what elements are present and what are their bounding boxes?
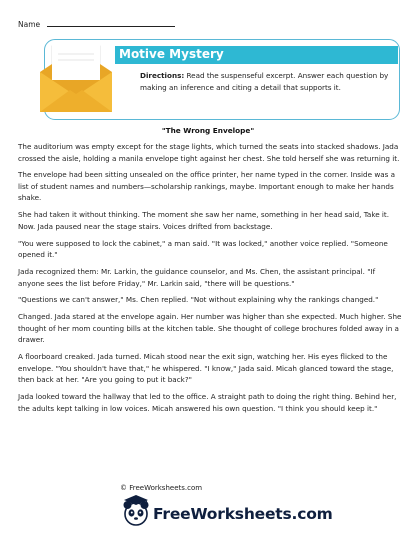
name-blank-line [47,20,175,27]
footer-copyright: © FreeWorksheets.com [120,484,203,492]
story-excerpt [18,141,402,420]
story-title: "The Wrong Envelope" [161,126,255,135]
footer-brand: FreeWorksheets.com [153,505,333,523]
story-paragraph: She had taken it without thinking. The moment she saw her name, something in her head said, Take it. Now. Jada paused near the stage stairs. Voices drifted from backstage. [18,210,390,231]
story-paragraph: The envelope had been sitting unsealed on the office printer, her name typed in the corner. Inside was a list of student names and numbers—scholarship rankings, maybe. Important enough to make her hands shake. [18,170,396,203]
directions-label: Directions: [140,71,185,80]
name-label: Name [18,20,41,29]
story-paragraph: The auditorium was empty except for the stage lights, which turned the seats into stacked shadows. Jada crossed the aisle, holding a manila envelope tight against her chest. She told herself she was returning it. [18,142,400,163]
envelope-icon [34,34,118,118]
directions-text: Read the suspenseful excerpt. Answer each question by making an inference and citing a detail that supports it. [140,71,389,92]
story-paragraph: "Questions we can't answer," Ms. Chen replied. "Not without explaining why the rankings changed." [18,295,379,305]
story-paragraph: Jada recognized them: Mr. Larkin, the guidance counselor, and Ms. Chen, the assistant principal. "If anyone sees the list before Friday," Mr. Larkin said, "there will be questions." [18,267,376,288]
story-paragraph: Jada looked toward the hallway that led to the office. A straight path to doing the right thing. Behind her, the adults kept talking in low voices. Micah answered his own question. "I think you should keep it." [18,392,397,413]
story-paragraph: "You were supposed to lock the cabinet," a man said. "It was locked," another voice replied. "Someone opened it." [18,238,388,260]
story-paragraph: A floorboard creaked. Jada turned. Micah stood near the exit sign, watching her. His eyes flicked to the envelope. "You shouldn't have that," he whispered. "I know," Jada said. Micah glanced toward the stage, then back at her. "Are you going to put it back?" [18,352,394,385]
title-banner [115,46,398,64]
directions [140,70,393,93]
name-field [18,20,175,29]
worksheet-title: Motive Mystery [119,47,224,61]
story-paragraph: Changed. Jada stared at the envelope again. Her number was higher than she expected. Much higher. She thought of her mom counting bills at the kitchen table. She thought of college brochures folded away in a drawer. [18,312,402,345]
